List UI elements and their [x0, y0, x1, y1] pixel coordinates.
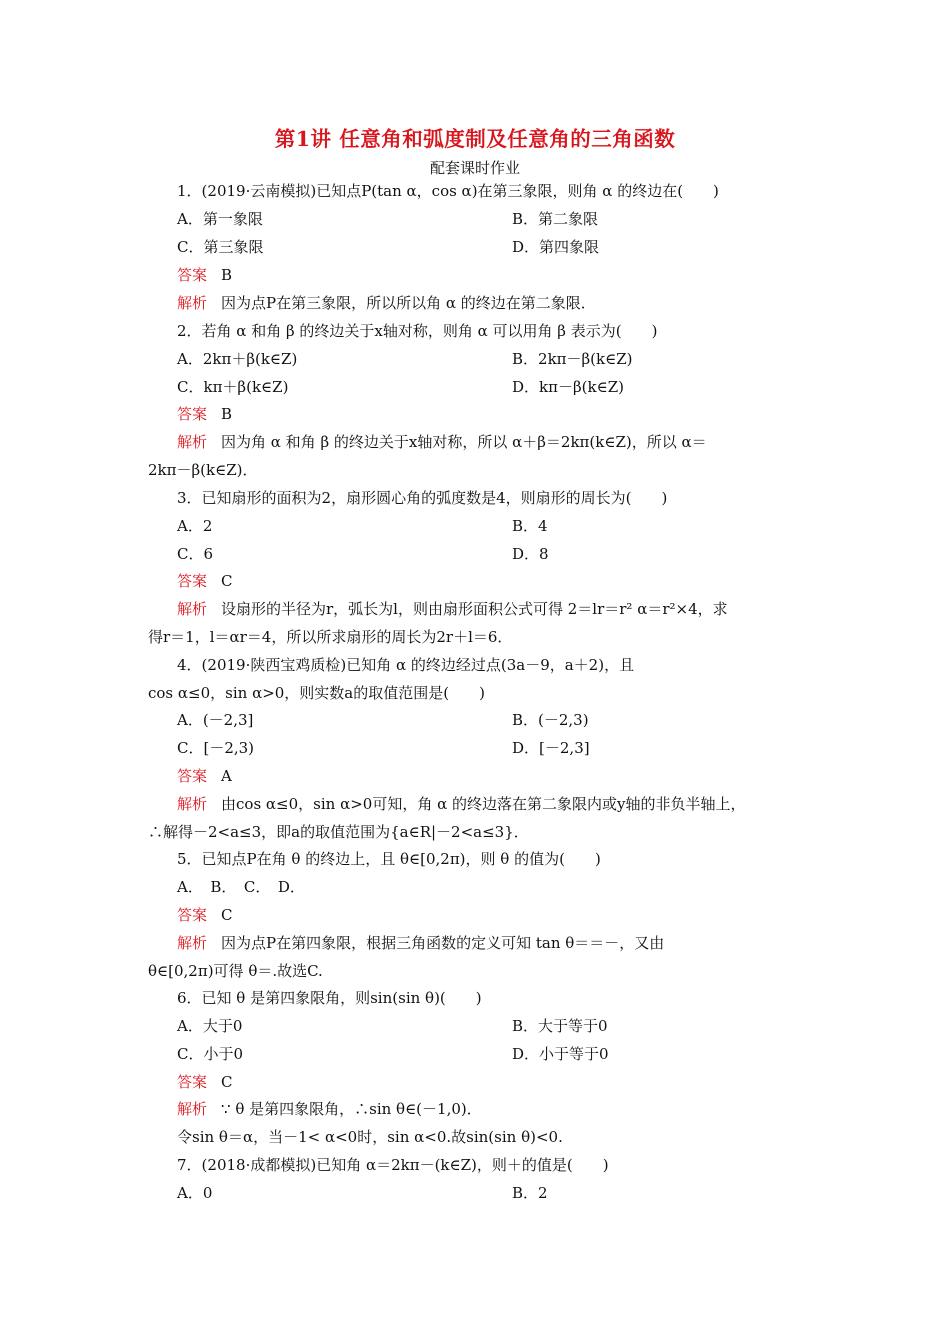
answer-value: B [221, 405, 233, 423]
analysis-text: 因为角 α 和角 β 的终边关于x轴对称，所以 α＋β＝2kπ(k∈Z)，所以 α＝ [221, 433, 707, 451]
question-3-option-c: C．6 [177, 545, 214, 563]
question-4-option-d: D．[－2,3] [512, 739, 590, 757]
question-6-answer [177, 1072, 847, 1092]
question-4-stem-cont: cos α≤0，sin α>0，则实数a的取值范围是( ) [148, 684, 485, 702]
question-7-option-a: A．0 [177, 1184, 213, 1202]
question-4-option-b: B．(－2,3) [512, 711, 589, 729]
question-5-answer [177, 905, 847, 925]
question-2-option-a: A．2kπ＋β(k∈Z) [177, 350, 298, 368]
question-2-option-c: C．kπ＋β(k∈Z) [177, 378, 289, 396]
page-subtitle: 配套课时作业 [429, 159, 520, 177]
analysis-text: ∵ θ 是第四象限角，∴sin θ∈(－1,0)． [221, 1100, 482, 1118]
analysis-text: 设扇形的半径为r，弧长为l，则由扇形面积公式可得 2＝lr＝r² α＝r²×4，求 [221, 600, 728, 618]
analysis-text: 因为点P在第三象限，所以所以角 α 的终边在第二象限． [221, 294, 596, 312]
answer-label: 答案 [177, 906, 208, 924]
question-6-option-b: B．大于等于0 [512, 1017, 608, 1035]
answer-value: C [221, 572, 233, 590]
answer-label: 答案 [177, 1073, 208, 1091]
question-1-analysis [177, 293, 847, 313]
analysis-label: 解析 [177, 1100, 208, 1118]
question-6-analysis-cont: 令sin θ＝α，当－1< α<0时，sin α<0.故sin(sin θ)<0. [177, 1128, 563, 1146]
page-title: 第1讲 任意角和弧度制及任意角的三角函数 [274, 127, 676, 151]
analysis-label: 解析 [177, 600, 208, 618]
question-2-analysis-cont: 2kπ－β(k∈Z)． [148, 461, 258, 479]
answer-label: 答案 [177, 572, 208, 590]
question-6-option-c: C．小于0 [177, 1045, 244, 1063]
answer-value: C [221, 1073, 233, 1091]
question-4-analysis [177, 794, 817, 814]
question-6-option-d: D．小于等于0 [512, 1045, 609, 1063]
question-1-option-d: D．第四象限 [512, 238, 600, 256]
question-5-analysis-cont: θ∈[0,2π)可得 θ＝.故选C. [148, 962, 323, 980]
question-1-option-b: B．第二象限 [512, 210, 599, 228]
question-6-stem: 6．已知 θ 是第四象限角，则sin(sin θ)( ) [177, 989, 482, 1007]
question-1-option-a: A．第一象限 [177, 210, 263, 228]
question-1-stem: 1．(2019·云南模拟)已知点P(tan α，cos α)在第三象限，则角 α 的终边在( ) [177, 182, 719, 200]
question-2-analysis [177, 432, 817, 452]
question-3-answer [177, 571, 847, 591]
question-3-analysis-cont: 得r＝1，l＝αr＝4，所以所求扇形的周长为2r＋l＝6． [148, 628, 513, 646]
question-3-option-d: D．8 [512, 545, 549, 563]
question-3-analysis [177, 599, 817, 619]
analysis-label: 解析 [177, 934, 208, 952]
answer-label: 答案 [177, 767, 208, 785]
question-2-answer [177, 404, 847, 424]
analysis-label: 解析 [177, 294, 208, 312]
question-7-stem: 7．(2018·成都模拟)已知角 α＝2kπ－(k∈Z)，则＋的值是( ) [177, 1156, 609, 1174]
question-3-option-a: A．2 [177, 517, 213, 535]
question-7-option-b: B．2 [512, 1184, 548, 1202]
analysis-label: 解析 [177, 795, 208, 813]
answer-value: A [221, 767, 232, 785]
answer-value: B [221, 266, 233, 284]
question-2-option-d: D．kπ－β(k∈Z) [512, 378, 624, 396]
question-5-options: A． B． C． D． [177, 878, 305, 896]
question-1-answer [177, 265, 847, 285]
analysis-label: 解析 [177, 433, 208, 451]
question-5-stem: 5．已知点P在角 θ 的终边上，且 θ∈[0,2π)，则 θ 的值为( ) [177, 850, 601, 868]
answer-label: 答案 [177, 405, 208, 423]
answer-value: C [221, 906, 233, 924]
question-4-stem: 4．(2019·陕西宝鸡质检)已知角 α 的终边经过点(3a－9，a＋2)，且 [177, 656, 635, 674]
question-4-option-c: C．[－2,3) [177, 739, 255, 757]
question-5-analysis [177, 933, 817, 953]
question-4-answer [177, 766, 847, 786]
analysis-text: 因为点P在第四象限，根据三角函数的定义可知 tan θ＝＝－，又由 [221, 934, 665, 952]
answer-label: 答案 [177, 266, 208, 284]
question-2-option-b: B．2kπ－β(k∈Z) [512, 350, 633, 368]
question-6-option-a: A．大于0 [177, 1017, 243, 1035]
question-3-stem: 3．已知扇形的面积为2，扇形圆心角的弧度数是4，则扇形的周长为( ) [177, 489, 668, 507]
analysis-text: 由cos α≤0，sin α>0可知，角 α 的终边落在第二象限内或y轴的非负半轴上， [221, 795, 746, 813]
question-3-option-b: B．4 [512, 517, 548, 535]
question-4-analysis-cont: ∴解得－2<a≤3，即a的取值范围为{a∈R|－2<a≤3}． [148, 823, 529, 841]
question-1-option-c: C．第三象限 [177, 238, 264, 256]
question-4-option-a: A．(－2,3] [177, 711, 254, 729]
question-2-stem: 2．若角 α 和角 β 的终边关于x轴对称，则角 α 可以用角 β 表示为( ) [177, 322, 658, 340]
question-6-analysis [177, 1099, 847, 1119]
